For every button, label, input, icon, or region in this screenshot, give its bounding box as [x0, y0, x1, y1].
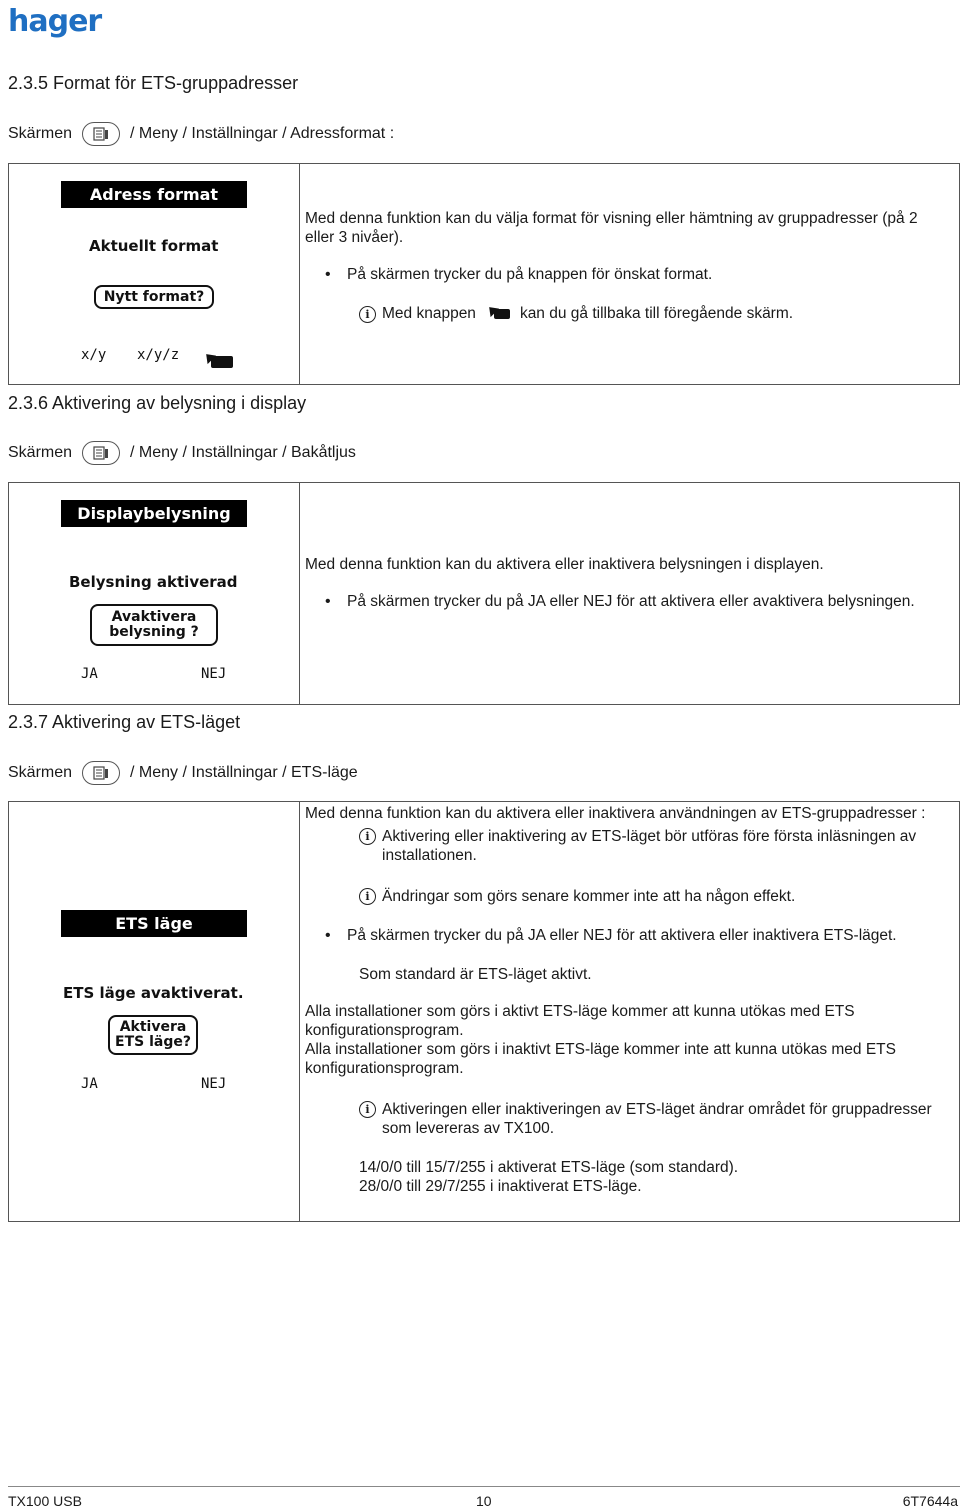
menu-path-ets-mode: [8, 761, 358, 785]
soft-key-yes[interactable]: JA: [81, 666, 98, 682]
lcd-title: Adress format: [61, 181, 247, 208]
description: Med denna funktion kan du välja format för visning eller hämtning av gruppadresser (på 2 eller 3 nivåer).: [305, 210, 918, 246]
section-heading-address-format: 2.3.5 Format för ETS-gruppadresser: [8, 73, 299, 93]
note-after: kan du gå tillbaka till föregående skärm.: [519, 305, 794, 322]
soft-key-xy[interactable]: x/y: [81, 347, 107, 363]
range-inactive: 28/0/0 till 29/7/255 i inaktiverat ETS-läge.: [359, 1178, 642, 1195]
deactivate-backlight-button[interactable]: [90, 604, 218, 646]
description: Med denna funktion kan du aktivera eller inaktivera användningen av ETS-gruppadresser :: [305, 805, 926, 822]
button-line-2: ETS läge?: [115, 1034, 191, 1050]
address-format-panel: [8, 163, 960, 385]
panel-divider: [299, 164, 300, 384]
info-icon: i: [359, 1101, 376, 1118]
footer-rule: [8, 1486, 960, 1487]
info-icon: i: [359, 306, 376, 323]
lcd-title: ETS läge: [61, 910, 247, 937]
lcd-screen-address-format: [61, 181, 251, 371]
note-no-effect: [305, 887, 949, 906]
path-suffix: / Meny / Inställningar / Adressformat :: [130, 125, 395, 142]
note-before: Med knappen: [382, 305, 476, 322]
lcd-current-format-label: Aktuellt format: [89, 237, 219, 255]
note-text: Ändringar som görs senare kommer inte att ha någon effekt.: [382, 888, 796, 905]
button-line-1: Avaktivera: [111, 609, 197, 625]
path-suffix: / Meny / Inställningar / Bakåtljus: [130, 444, 356, 461]
soft-key-xyz[interactable]: x/y/z: [137, 347, 180, 363]
back-key-icon: [494, 309, 510, 319]
button-line-2: belysning ?: [109, 624, 199, 640]
path-suffix: / Meny / Inställningar / ETS-läge: [130, 764, 358, 781]
default-text: Som standard är ETS-läget aktivt.: [359, 966, 592, 983]
note-range: [305, 1100, 949, 1138]
new-format-button[interactable]: Nytt format?: [94, 285, 214, 309]
menu-path-backlight: [8, 441, 356, 465]
panel-divider: [299, 483, 300, 704]
activate-ets-button[interactable]: [108, 1015, 198, 1055]
hager-logo: hager: [8, 4, 102, 39]
ets-mode-description-area: [305, 804, 949, 1196]
footer-product: TX100 USB: [8, 1493, 82, 1509]
lcd-status: Belysning aktiverad: [69, 573, 238, 591]
menu-key-icon: [82, 441, 120, 465]
panel-divider: [299, 802, 300, 1221]
para-active: Alla installationer som görs i aktivt ETS-läge kommer att kunna utökas med ETS konfigurationsprogram.: [305, 1003, 855, 1039]
soft-key-no[interactable]: NEJ: [201, 1076, 227, 1092]
soft-key-yes[interactable]: JA: [81, 1076, 98, 1092]
lcd-status: ETS läge avaktiverat.: [63, 984, 244, 1002]
address-format-description-area: [305, 209, 949, 323]
bullet-instruction: • På skärmen trycker du på JA eller NEJ för att aktivera eller inaktivera ETS-läget.: [305, 926, 949, 945]
path-prefix: Skärmen: [8, 125, 73, 142]
back-icon[interactable]: [211, 351, 233, 370]
lcd-screen-backlight: [61, 500, 251, 690]
soft-key-no[interactable]: NEJ: [201, 666, 227, 682]
section-heading-backlight: 2.3.6 Aktivering av belysning i display: [8, 393, 307, 413]
range-active: 14/0/0 till 15/7/255 i aktiverat ETS-läge (som standard).: [359, 1159, 739, 1176]
menu-key-icon: [82, 122, 120, 146]
lcd-screen-ets-mode: [61, 910, 251, 1100]
note-timing: [305, 827, 949, 865]
info-icon: i: [359, 888, 376, 905]
path-prefix: Skärmen: [8, 444, 73, 461]
bullet-instruction: • På skärmen trycker du på knappen för önskat format.: [305, 265, 949, 284]
ets-mode-panel: [8, 801, 960, 1222]
lcd-title: Displaybelysning: [61, 500, 247, 527]
footer-doc-code: 6T7644a: [902, 1493, 958, 1509]
backlight-panel: [8, 482, 960, 705]
description: Med denna funktion kan du aktivera eller inaktivera belysningen i displayen.: [305, 556, 824, 573]
path-prefix: Skärmen: [8, 764, 73, 781]
back-note: [305, 304, 949, 323]
bullet-instruction: • På skärmen trycker du på JA eller NEJ för att aktivera eller avaktivera belysningen.: [305, 592, 949, 611]
para-inactive: Alla installationer som görs i inaktivt ETS-läge kommer inte att kunna utökas med ETS konfigurationsprogram.: [305, 1041, 896, 1077]
note-text: Aktiveringen eller inaktiveringen av ETS-läget ändrar området för gruppadresser som levereras av TX100.: [382, 1101, 932, 1137]
button-line-1: Aktivera: [119, 1019, 187, 1035]
menu-path-address-format: [8, 122, 394, 146]
note-text: Aktivering eller inaktivering av ETS-läget bör utföras före första inläsningen av installationen.: [382, 828, 917, 864]
info-icon: i: [359, 828, 376, 845]
section-heading-ets-mode: 2.3.7 Aktivering av ETS-läget: [8, 712, 241, 732]
menu-key-icon: [82, 761, 120, 785]
footer-page-number: 10: [476, 1493, 492, 1509]
backlight-description-area: [305, 555, 949, 611]
